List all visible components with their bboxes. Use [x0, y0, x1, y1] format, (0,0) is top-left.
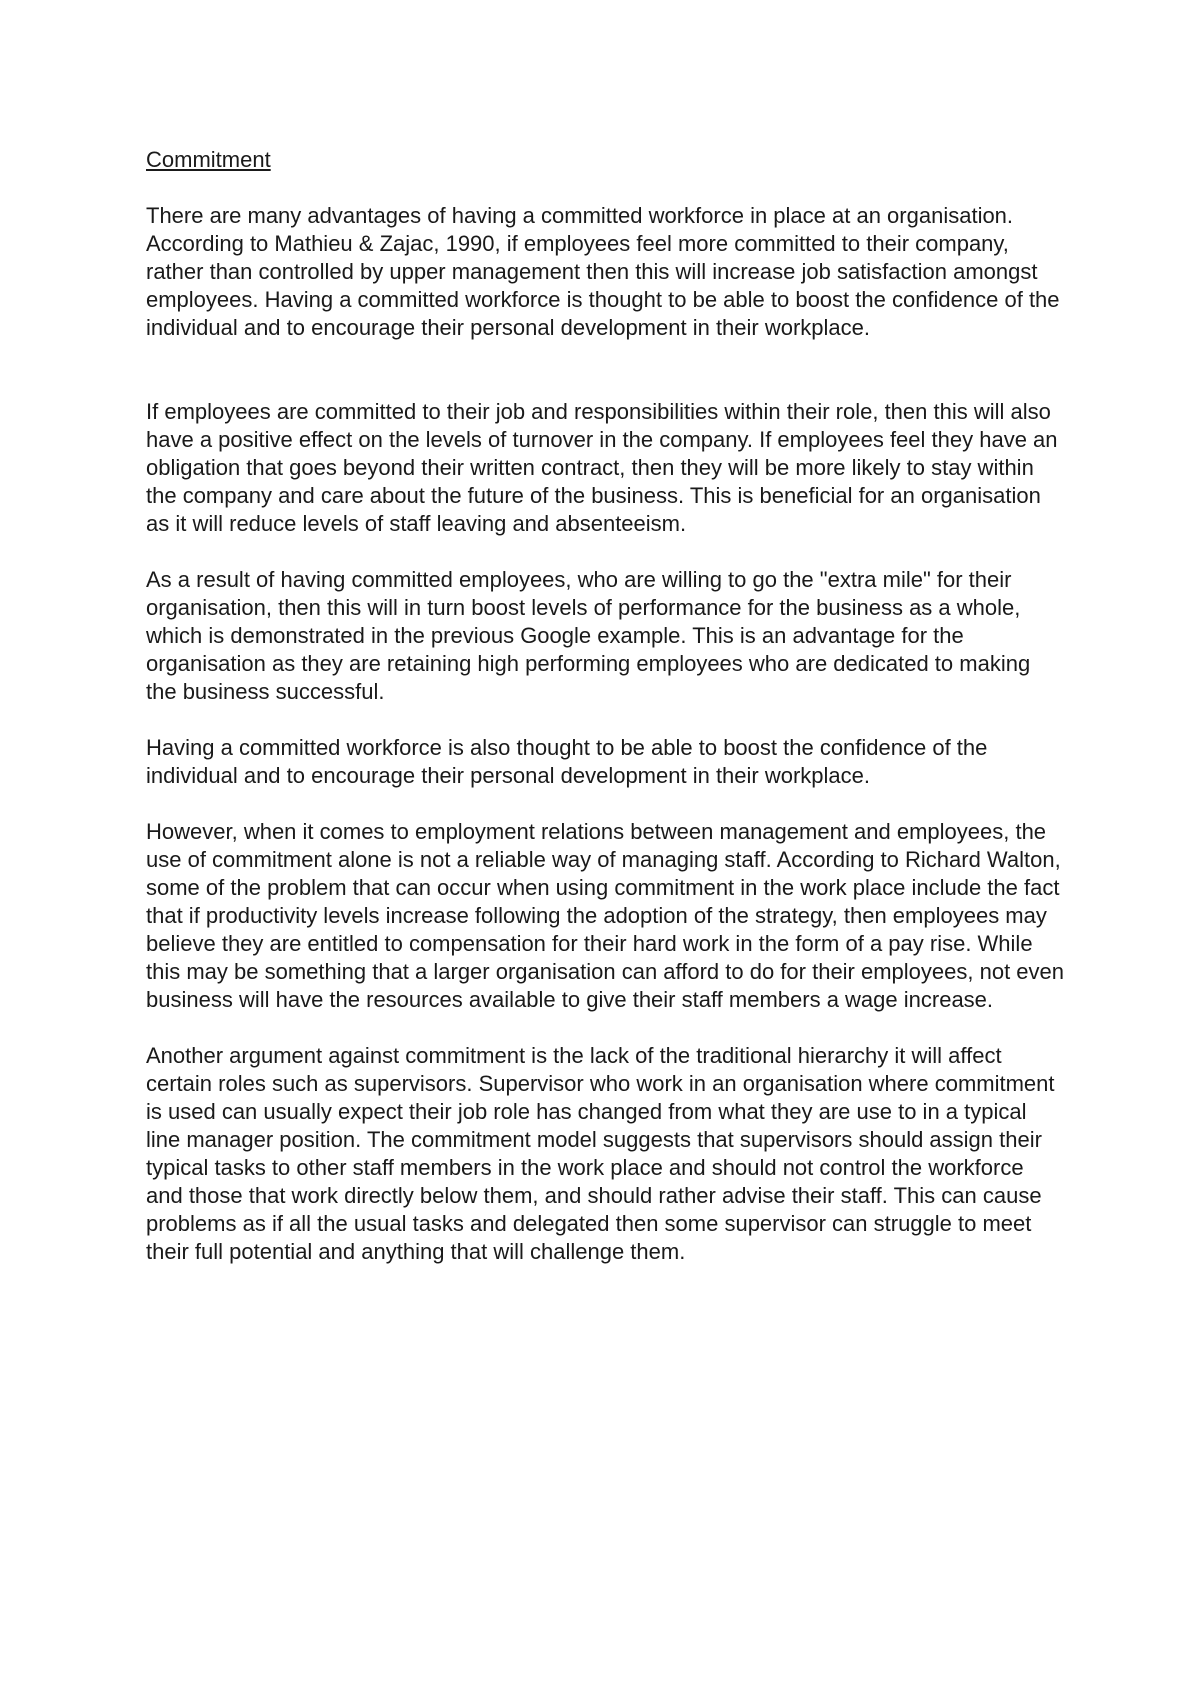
paragraph-turnover: If employees are committed to their job and responsibilities within their role, then this will also have a positive effect on the levels of turnover in the company. If employees feel they have an obligation that goes beyond their written contract, then they will be more likely to stay within the company and care about the future of the business. This is beneficial for an organisation as it will reduce levels of staff leaving and absenteeism. [146, 399, 1058, 536]
paragraph-performance: As a result of having committed employees, who are willing to go the "extra mile" for their organisation, then this will in turn boost levels of performance for the business as a whole, which is demonstrated in the previous Google example. This is an advantage for the organisation as they are retaining high performing employees who are dedicated to making the business successful. [146, 567, 1031, 704]
paragraph-employment-relations: However, when it comes to employment relations between management and employees, the use of commitment alone is not a reliable way of managing staff. According to Richard Walton, some of the problem that can occur when using commitment in the work place include the fact that if productivity levels increase following the adoption of the strategy, then employees may believe they are entitled to compensation for their hard work in the form of a pay rise. While this may be something that a larger organisation can afford to do for their employees, not even business will have the resources available to give their staff members a wage increase. [146, 819, 1065, 1012]
document-body [146, 146, 1066, 1294]
paragraph-hierarchy: Another argument against commitment is the lack of the traditional hierarchy it will affect certain roles such as supervisors. Supervisor who work in an organisation where commitment is used can usually expect their job role has changed from what they are use to in a typical line manager position. The commitment model suggests that supervisors should assign their typical tasks to other staff members in the work place and should not control the workforce and those that work directly below them, and should rather advise their staff. This can cause problems as if all the usual tasks and delegated then some supervisor can struggle to meet their full potential and anything that will challenge them. [146, 1043, 1055, 1264]
paragraph-confidence: Having a committed workforce is also thought to be able to boost the confidence of the individual and to encourage their personal development in their workplace. [146, 735, 988, 788]
paragraph-advantages: There are many advantages of having a committed workforce in place at an organisation. According to Mathieu & Zajac, 1990, if employees feel more committed to their company, rather than controlled by upper management then this will increase job satisfaction amongst employees. Having a committed workforce is thought to be able to boost the confidence of the individual and to encourage their personal development in their workplace. [146, 203, 1060, 340]
document-title: Commitment [146, 147, 271, 172]
